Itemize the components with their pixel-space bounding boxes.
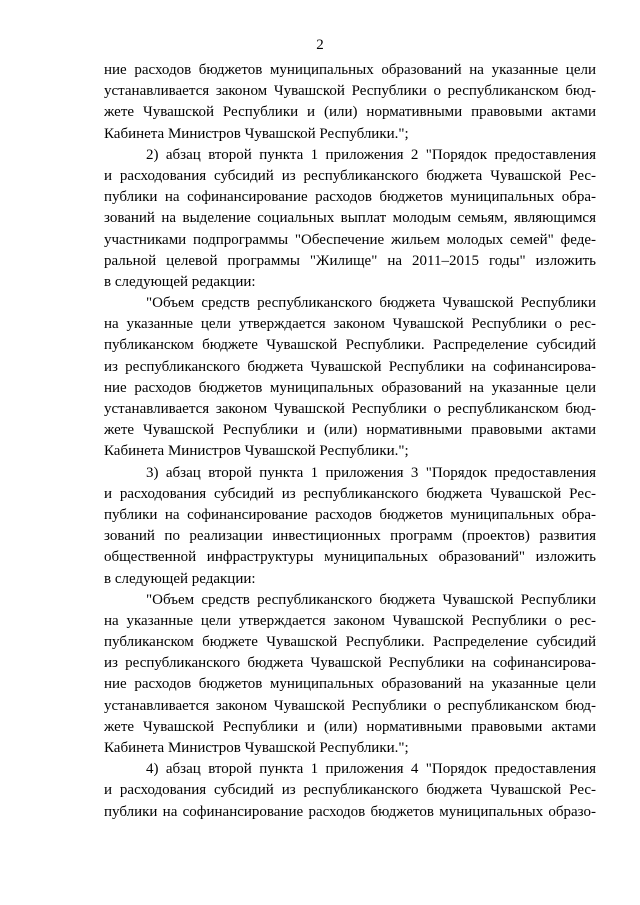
- text-line: из республиканского бюджета Чувашской Республики на софинансирова-: [104, 358, 596, 375]
- text-line: устанавливается законом Чувашской Республики о республиканском бюд-: [104, 401, 596, 417]
- text-line: на указанные цели утверждается законом Чувашской Республики о рес-: [104, 612, 596, 629]
- text-line: из республиканского бюджета Чувашской Республики на софинансирова-: [104, 655, 596, 672]
- text-line: публики на софинансирование расходов бюджетов муниципальных обра-: [104, 189, 596, 206]
- text-line: и расходования субсидий из республиканского бюджета Чувашской Рес-: [104, 782, 596, 799]
- text-line: 2) абзац второй пункта 1 приложения 2 "Порядок предоставления: [146, 146, 596, 163]
- text-line: публиканском бюджете Чувашской Республики. Распределение субсидий: [104, 634, 596, 651]
- text-line: и расходования субсидий из республиканского бюджета Чувашской Рес-: [104, 485, 596, 502]
- text-line: общественной инфраструктуры муниципальных образований" изложить: [104, 549, 596, 566]
- text-line: и расходования субсидий из республиканского бюджета Чувашской Рес-: [104, 167, 596, 184]
- text-line: жете Чувашской Республики и (или) нормативными правовыми актами: [104, 422, 596, 439]
- text-line: устанавливается законом Чувашской Республики о республиканском бюд-: [104, 697, 596, 714]
- text-line: Кабинета Министров Чувашской Республики.";: [104, 443, 409, 460]
- text-line: в следующей редакции:: [104, 570, 256, 587]
- text-line: "Объем средств республиканского бюджета Чувашской Республики: [146, 591, 596, 608]
- text-line: зований на выделение социальных выплат молодым семьям, являющимся: [104, 210, 596, 227]
- text-line: Кабинета Министров Чувашской Республики.";: [104, 740, 409, 756]
- text-line: жете Чувашской Республики и (или) нормативными правовыми актами: [104, 104, 596, 121]
- text-line: 4) абзац второй пункта 1 приложения 4 "Порядок предоставления: [146, 761, 596, 778]
- text-line: Кабинета Министров Чувашской Республики.";: [104, 125, 409, 142]
- text-line: публики на софинансирование расходов бюджетов муниципальных образо-: [104, 803, 596, 820]
- text-line: участниками подпрограммы "Обеспечение жильем молодых семей" феде-: [104, 231, 596, 248]
- page-number: 2: [316, 37, 324, 53]
- text-line: устанавливается законом Чувашской Республики о республиканском бюд-: [104, 83, 596, 100]
- text-line: зований по реализации инвестиционных программ (проектов) развития: [104, 528, 596, 545]
- text-line: ральной целевой программы "Жилище" на 2011–2015 годы" изложить: [104, 252, 596, 269]
- text-line: "Объем средств республиканского бюджета Чувашской Республики: [146, 295, 596, 312]
- text-line: ние расходов бюджетов муниципальных образований на указанные цели: [104, 379, 596, 396]
- text-line: на указанные цели утверждается законом Чувашской Республики о рес-: [104, 316, 596, 333]
- text-line: 3) абзац второй пункта 1 приложения 3 "Порядок предоставления: [146, 464, 596, 481]
- text-line: публики на софинансирование расходов бюджетов муниципальных обра-: [104, 506, 596, 523]
- text-line: ние расходов бюджетов муниципальных образований на указанные цели: [104, 676, 596, 693]
- text-line: в следующей редакции:: [104, 273, 256, 290]
- text-line: публиканском бюджете Чувашской Республики. Распределение субсидий: [104, 337, 596, 354]
- text-line: жете Чувашской Республики и (или) нормативными правовыми актами: [104, 718, 596, 735]
- text-line: ние расходов бюджетов муниципальных образований на указанные цели: [104, 62, 596, 78]
- document-body: [104, 60, 596, 823]
